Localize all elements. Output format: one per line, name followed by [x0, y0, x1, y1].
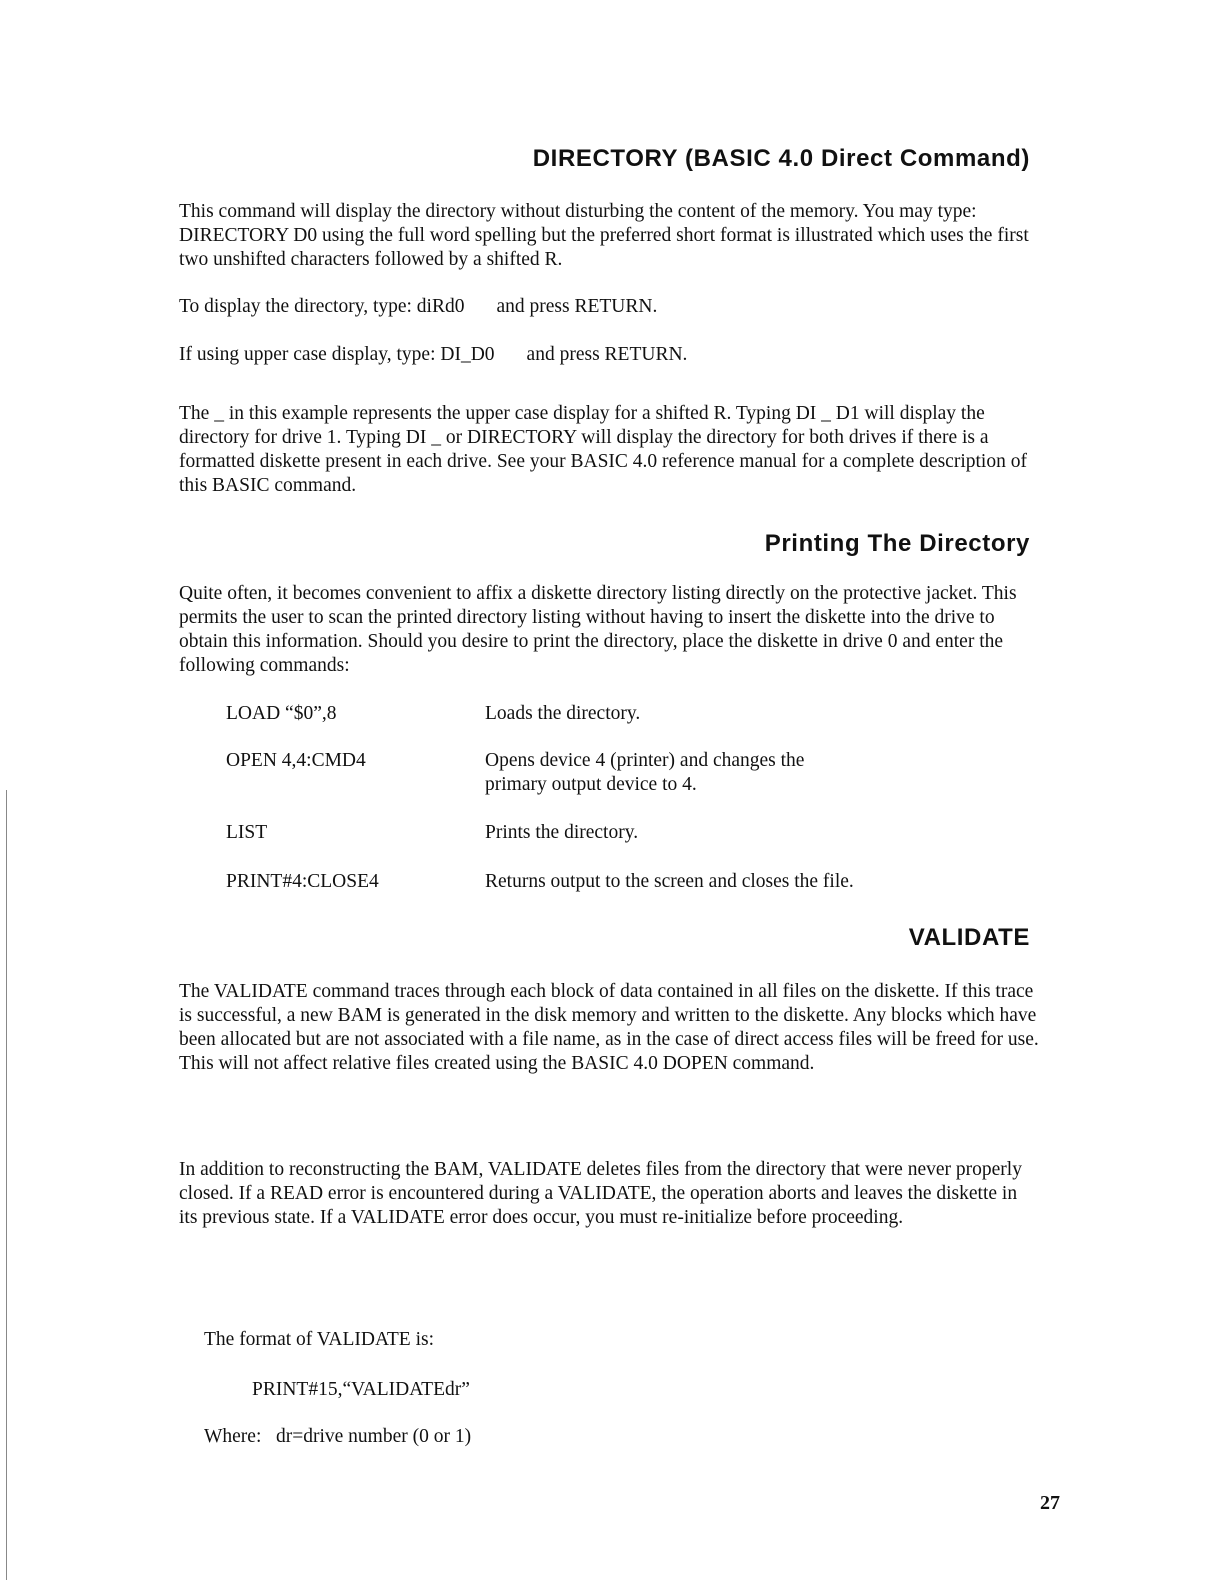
validate-where: Where: dr=drive number (0 or 1) — [204, 1426, 472, 1447]
page-number: 27 — [1040, 1492, 1060, 1514]
validate-paragraph-2: In addition to reconstructing the BAM, VALIDATE deletes files from the directory that were never properly closed. If a READ error is encountered during a VALIDATE, the operation aborts and leaves the diskette in its previous state. If a VALIDATE error does occur, you must re-initialize before proceeding. — [179, 1159, 1022, 1228]
page-binding-edge — [6, 790, 7, 1580]
printing-heading: Printing The Directory — [764, 530, 1030, 557]
printing-intro: Quite often, it becomes convenient to affix a diskette directory listing directly on the protective jacket. This permits the user to scan the printed directory listing without having to insert the diskette into the drive to obtain this information. Should you desire to print the directory, place the diskette in drive 0 and enter the following commands: — [179, 583, 1017, 676]
command-open-desc: Opens device 4 (printer) and changes the primary output device to 4. — [485, 750, 805, 795]
display-action: and press RETURN. — [496, 296, 658, 317]
directory-intro: This command will display the directory without disturbing the content of the memory. You may type: DIRECTORY D0 using the full word spelling but the preferred short format is illustrated which uses the first two unshifted characters followed by a shifted R. — [179, 201, 1029, 270]
command-print-close: PRINT#4:CLOSE4 — [226, 871, 379, 892]
command-load: LOAD “$0”,8 — [226, 703, 337, 724]
directory-note: The _ in this example represents the upper case display for a shifted R. Typing DI _ D1 will display the directory for drive 1. Typing DI _ or DIRECTORY will display the directory for both drives if there is a formatted diskette present in each drive. See your BASIC 4.0 reference manual for a complete description of this BASIC command. — [179, 403, 1027, 496]
validate-format-label: The format of VALIDATE is: — [204, 1329, 434, 1350]
command-print-close-desc: Returns output to the screen and closes the file. — [485, 871, 854, 892]
command-list: LIST — [226, 822, 268, 843]
validate-format-command: PRINT#15,“VALIDATEdr” — [252, 1379, 470, 1400]
upper-case-line — [179, 343, 687, 367]
display-directory-line — [179, 295, 657, 319]
command-load-desc: Loads the directory. — [485, 703, 641, 724]
display-command: To display the directory, type: diRd0 — [179, 296, 465, 317]
upper-case-command: If using upper case display, type: DI_D0 — [179, 344, 495, 365]
command-open: OPEN 4,4:CMD4 — [226, 750, 366, 771]
upper-case-action: and press RETURN. — [526, 344, 688, 365]
directory-heading: DIRECTORY (BASIC 4.0 Direct Command) — [532, 145, 1030, 172]
validate-paragraph-1: The VALIDATE command traces through each block of data contained in all files on the diskette. If this trace is successful, a new BAM is generated in the disk memory and written to the diskette. Any blocks which have been allocated but are not associated with a file name, as in the case of direct access files will be freed for use. This will not affect relative files created using the BASIC 4.0 DOPEN command. — [179, 981, 1039, 1074]
command-list-desc: Prints the directory. — [485, 822, 639, 843]
validate-heading: VALIDATE — [908, 924, 1030, 951]
